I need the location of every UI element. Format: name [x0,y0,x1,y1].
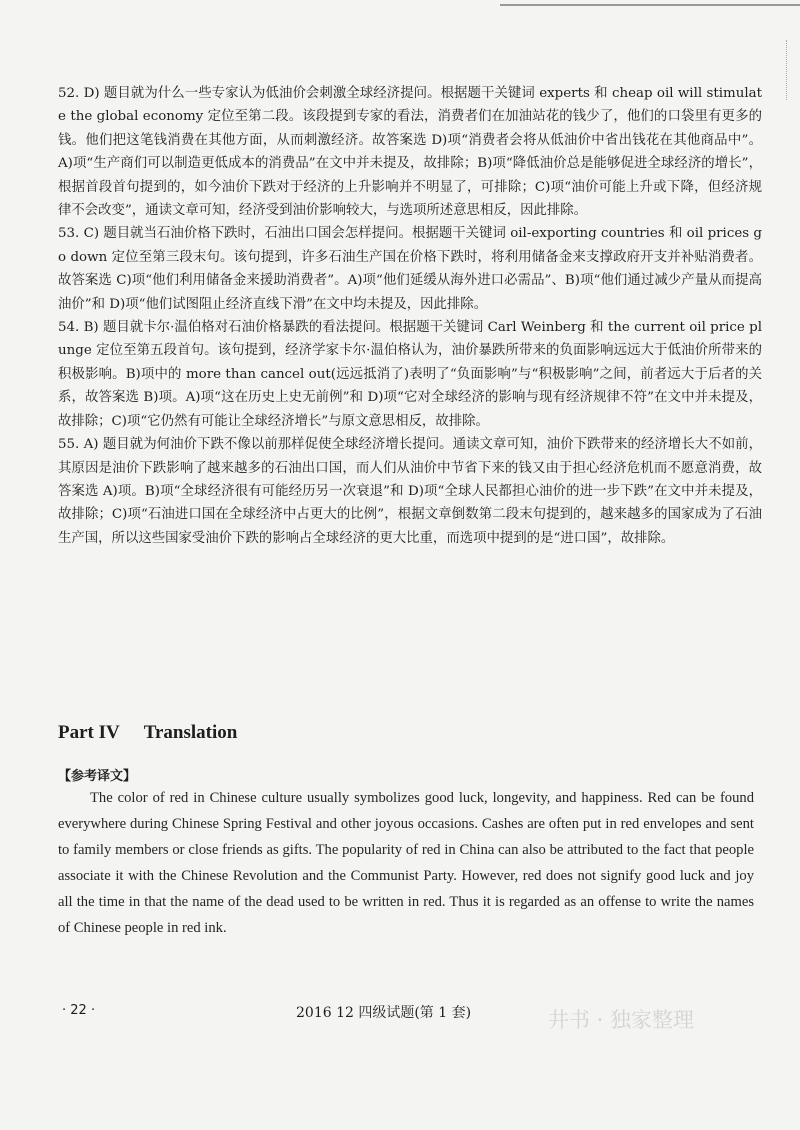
answer-explanation-54: 54. B) 题目就卡尔·温伯格对石油价格暴跌的看法提问。根据题干关键词 Carl Weinberg 和 the current oil price plunge 定位至第五段首句。该句提到，经济学家卡尔·温伯格认为，油价暴跌所带来的负面影响远远大于低油价所带来的积极影响。B)项中的 more than cancel out(远远抵消了)表明了“负面影响”与“积极影响”之间，前者远大于后者的关系，故答案选 B)项。A)项“这在历史上史无前例”和 D)项“它对全球经济的影响与现有经济规律不符”在文中并未提及，故排除；C)项“它仍然有可能让全球经济增长”与原文意思相反，故排除。 [58,320,762,429]
exam-title: 2016 12 四级试题(第 1 套) [296,1005,472,1021]
section-label: Part IV [58,722,120,743]
answer-explanation-55: 55. A) 题目就为何油价下跌不像以前那样促使全球经济增长提问。通读文章可知，油价下跌带来的经济增长大不如前，其原因是油价下跌影响了越来越多的石油出口国，而人们从油价中节省下来的钱又由于担心经济危机而不愿意消费，故答案选 A)项。B)项“全球经济很有可能经历另一次衰退”和 D)项“全球人民都担心油价的进一步下跌”在文中并未提及，故排除；C)项“石油进口国在全球经济中占更大的比例”，根据文章倒数第二段末句提到的，越来越多的国家成为了石油生产国，所以这些国家受油价下跌的影响占全球经济的更大比重，而选项中提到的是“进口国”，故排除。 [58,437,762,546]
answer-explanation-53: 53. C) 题目就当石油价格下跌时，石油出口国会怎样提问。根据题干关键词 oil-exporting countries 和 oil prices go down 定位至第三段末句。该句提到，许多石油生产国在价格下跌时，将利用储备金来支撑政府开支并补贴消费者。故答案选 C)项“他们利用储备金来援助消费者”。A)项“他们延缓从海外进口必需品”、B)项“他们通过减少产量从而提高油价”和 D)项“他们试图阻止经济直线下滑”在文中均未提及，因此排除。 [58,226,762,312]
scan-edge-mark [786,40,799,100]
reference-translation-text: The color of red in Chinese culture usually symbolizes good luck, longevity, and happiness. Red can be found everywhere during Chinese Spring Festival and other joyous occasions. Cashes are often put in red envelopes and sent to family members or close friends as gifts. The popularity of red in China can also be attributed to the fact that people associate it with the Chinese Revolution and the Communist Party. However, red does not signify good luck and joy all the time in that the name of the dead used to be written in red. Thus it is regarded as an offense to write the names of Chinese people in red ink. [58,790,754,936]
top-scan-line [500,4,800,6]
page-number: · 22 · [62,1003,96,1018]
answer-explanation-52: 52. D) 题目就为什么一些专家认为低油价会刺激全球经济提问。根据题干关键词 experts 和 cheap oil will stimulate the global economy 定位至第二段。该段提到专家的看法，消费者们在加油站花的钱少了，他们的口袋里有更多的钱。他们把这笔钱消费在其他方面，从而刺激经济。故答案选 D)项“消费者会将从低油价中省出钱花在其他商品中”。A)项“生产商们可以制造更低成本的消费品”在文中并未提及，故排除；B)项“降低油价总是能够促进全球经济的增长”，根据首段首句提到的，如今油价下跌对于经济的上升影响并不明显了，可排除；C)项“油价可能上升或下降，但经济规律不会改变”，通读文章可知，经济受到油价影响较大，与选项所述意思相反，因此排除。 [58,86,762,219]
reference-translation-label: 【参考译文】 [58,769,137,784]
answer-explanations [58,82,762,550]
section-heading [58,722,237,744]
section-title: Translation [143,722,238,743]
footer-watermark: 井书 · 独家整理 [548,1008,695,1032]
